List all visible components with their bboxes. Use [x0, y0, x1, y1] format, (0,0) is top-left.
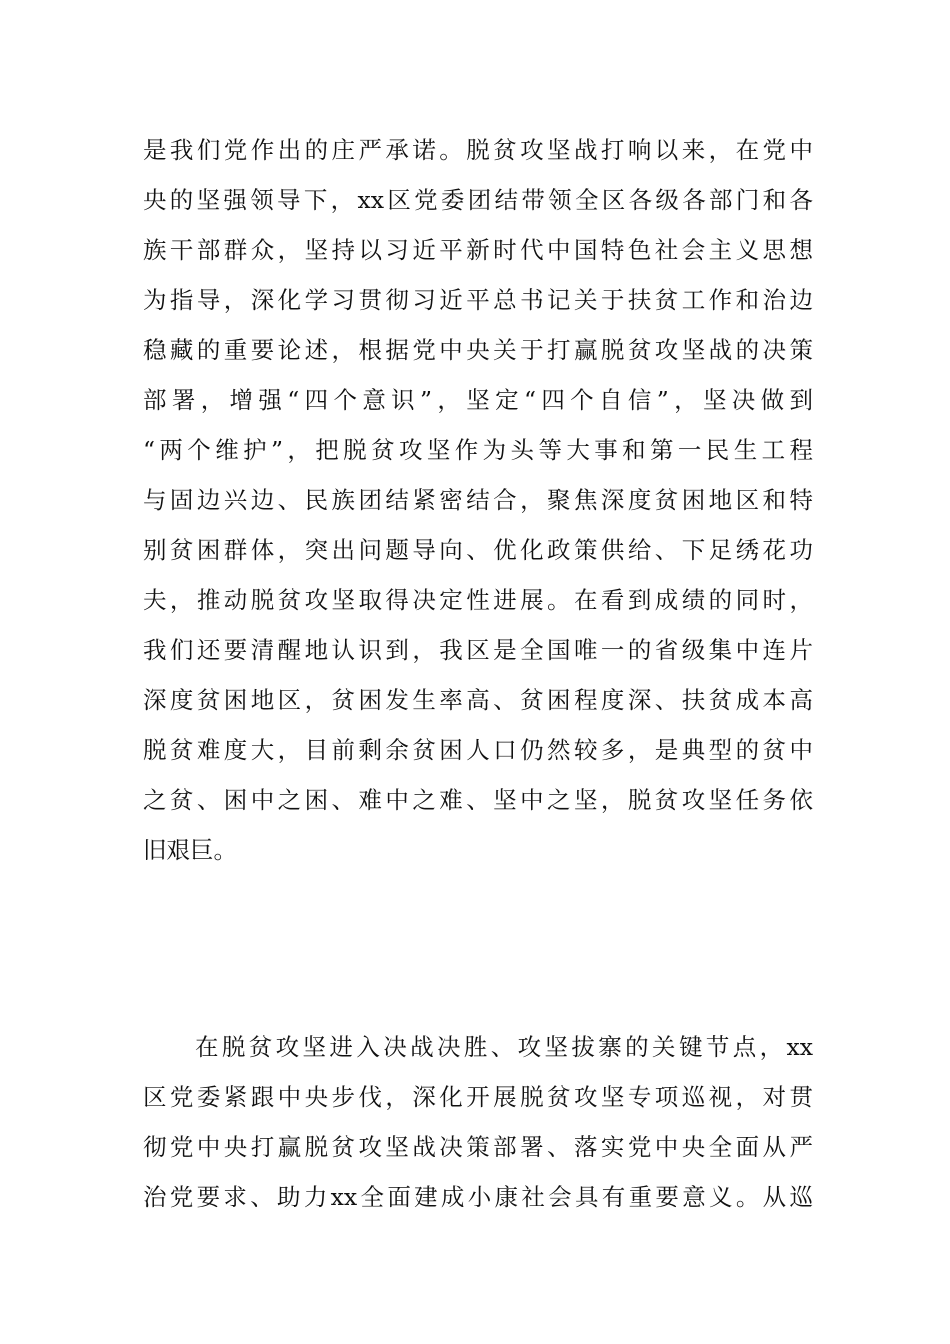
text-line: 深度贫困地区，贫困发生率高、贫困程度深、扶贫成本高 [143, 686, 813, 714]
text-line: “两个维护”，把脱贫攻坚作为头等大事和第一民生工程 [143, 436, 813, 464]
text-line: 旧艰巨。 [143, 836, 237, 864]
text-line: 别贫困群体，突出问题导向、优化政策供给、下足绣花功 [143, 536, 813, 564]
text-line: 与固边兴边、民族团结紧密结合，聚焦深度贫困地区和特 [143, 486, 813, 514]
text-line: 稳藏的重要论述，根据党中央关于打赢脱贫攻坚战的决策 [143, 336, 813, 364]
text-line: 彻党中央打赢脱贫攻坚战决策部署、落实党中央全面从严 [143, 1133, 813, 1161]
text-line: 我们还要清醒地认识到，我区是全国唯一的省级集中连片 [143, 636, 813, 664]
text-line: 为指导，深化学习贯彻习近平总书记关于扶贫工作和治边 [143, 286, 813, 314]
paragraph-2 [143, 1022, 813, 1222]
paragraph-1 [143, 125, 813, 875]
text-line: 区党委紧跟中央步伐，深化开展脱贫攻坚专项巡视，对贯 [143, 1083, 813, 1111]
text-line: 治党要求、助力xx全面建成小康社会具有重要意义。从巡 [143, 1183, 813, 1211]
text-line: 部署，增强“四个意识”，坚定“四个自信”，坚决做到 [143, 386, 813, 414]
text-line: 夫，推动脱贫攻坚取得决定性进展。在看到成绩的同时， [143, 586, 813, 614]
text-line: 是我们党作出的庄严承诺。脱贫攻坚战打响以来，在党中 [143, 136, 813, 164]
text-line: 在脱贫攻坚进入决战决胜、攻坚拔寨的关键节点，xx [195, 1033, 813, 1061]
text-line: 央的坚强领导下，xx区党委团结带领全区各级各部门和各 [143, 186, 813, 214]
text-line: 之贫、困中之困、难中之难、坚中之坚，脱贫攻坚任务依 [143, 786, 813, 814]
text-line: 族干部群众，坚持以习近平新时代中国特色社会主义思想 [143, 236, 813, 264]
text-line: 脱贫难度大，目前剩余贫困人口仍然较多，是典型的贫中 [143, 736, 813, 764]
